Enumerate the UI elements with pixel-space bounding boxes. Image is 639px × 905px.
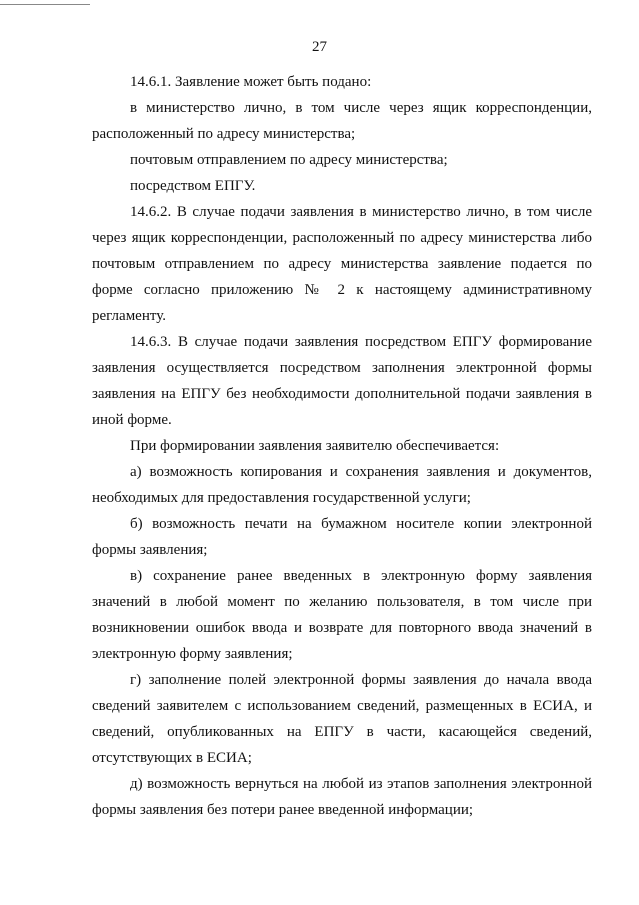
document-body [92,69,592,823]
list-item-b: б) возможность печати на бумажном носителе копии электронной формы заявления; [92,516,592,558]
scan-corner-line [0,0,90,5]
paragraph-14-6-2: 14.6.2. В случае подачи заявления в министерство лично, в том числе через ящик корреспонденции, расположенный по адресу министерства либо почтовым отправлением по адресу министерства заявление подается по форме согласно приложению № 2 к настоящему административному регламенту. [92,204,592,324]
list-item-in-person: в министерство лично, в том числе через ящик корреспонденции, расположенный по адресу министерства; [92,100,592,142]
list-item-via-epgu: посредством ЕПГУ. [130,178,256,194]
list-item-g: г) заполнение полей электронной формы заявления до начала ввода сведений заявителем с использованием сведений, размещенных в ЕСИА, и сведений, опубликованных на ЕПГУ в части, касающейся сведений, отсутствующих в ЕСИА; [92,672,592,766]
list-item-by-mail: почтовым отправлением по адресу министерства; [130,152,448,168]
page-number: 27 [312,39,327,55]
paragraph-14-6-1: 14.6.1. Заявление может быть подано: [130,74,372,90]
list-item-a: а) возможность копирования и сохранения заявления и документов, необходимых для предоставления государственной услуги; [92,464,592,506]
paragraph-form-provisions: При формировании заявления заявителю обеспечивается: [130,438,500,454]
list-item-v: в) сохранение ранее введенных в электронную форму заявления значений в любой момент по желанию пользователя, в том числе при возникновении ошибок ввода и возврате для повторного ввода значений в электронную форму заявления; [92,568,592,662]
list-item-d: д) возможность вернуться на любой из этапов заполнения электронной формы заявления без потери ранее введенной информации; [92,776,592,818]
paragraph-14-6-3: 14.6.3. В случае подачи заявления посредством ЕПГУ формирование заявления осуществляется посредством заполнения электронной формы заявления на ЕПГУ без необходимости дополнительной подачи заявления в иной форме. [92,334,592,428]
